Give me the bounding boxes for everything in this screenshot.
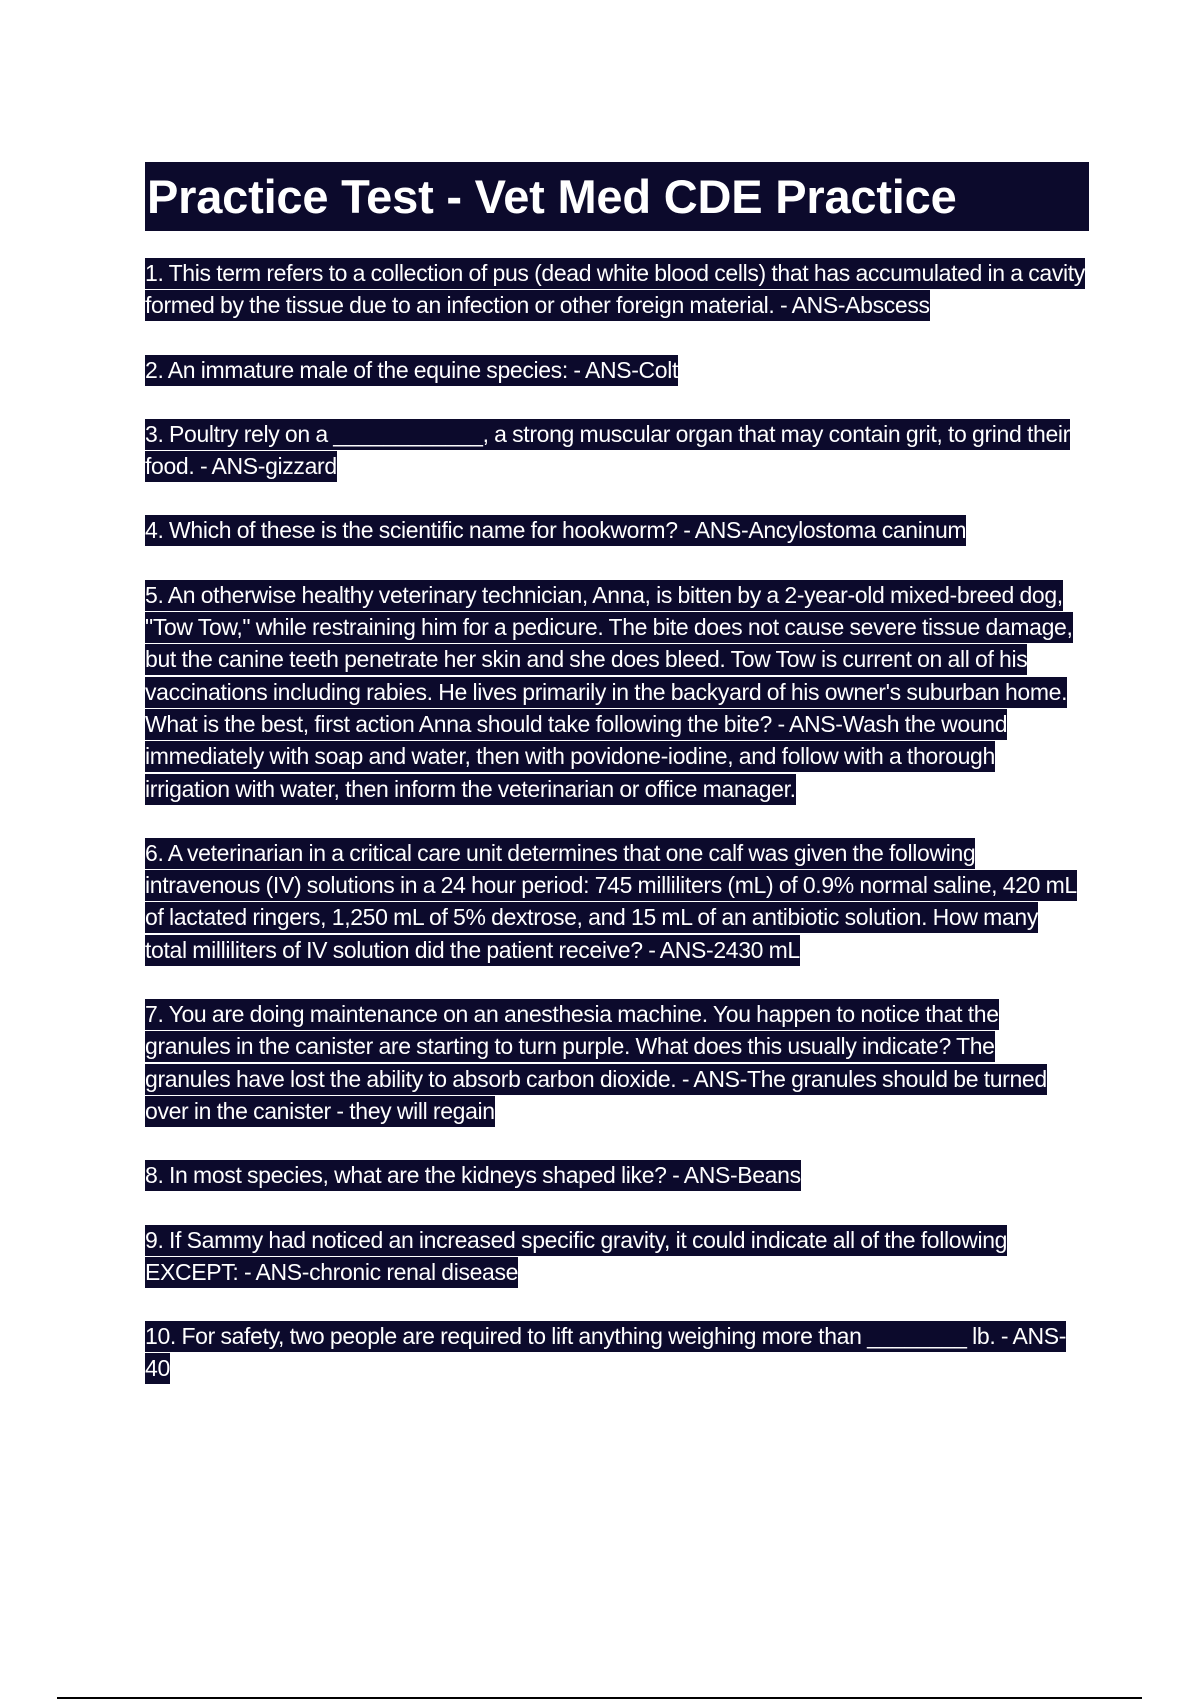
title-bar (145, 162, 1089, 231)
question-text: 8. In most species, what are the kidneys shaped like? - ANS-Beans (145, 1160, 801, 1191)
question-text: 5. An otherwise healthy veterinary technician, Anna, is bitten by a 2-year-old mixed-breed dog, "Tow Tow," while restraining him for a pedicure. The bite does not cause severe tissue damage, but the canine teeth penetrate her skin and she does bleed. Tow Tow is current on all of his vaccinations including rabies. He lives primarily in the backyard of his owner's suburban home. What is the best, first action Anna should take following the bite? - ANS-Wash the wound immediately with soap and water, then with povidone-iodine, and follow with a thorough irrigation with water, then inform the veterinarian or office manager. (145, 580, 1073, 805)
question-text: 1. This term refers to a collection of pus (dead white blood cells) that has accumulated in a cavity formed by the tissue due to an infection or other foreign material. - ANS-Abscess (145, 258, 1085, 321)
question-item (145, 998, 1085, 1127)
footer-divider (57, 1697, 1142, 1699)
question-list (145, 257, 1085, 1417)
question-item (145, 1224, 1085, 1289)
question-item (145, 257, 1085, 322)
question-item (145, 514, 1085, 546)
question-text: 2. An immature male of the equine species: - ANS-Colt (145, 355, 678, 386)
question-item (145, 1320, 1085, 1385)
question-text: 6. A veterinarian in a critical care unit determines that one calf was given the following intravenous (IV) solutions in a 24 hour period: 745 milliliters (mL) of 0.9% normal saline, 420 mL of lactated ringers, 1,250 mL of 5% dextrose, and 15 mL of an antibiotic solution. How many total milliliters of IV solution did the patient receive? - ANS-2430 mL (145, 838, 1077, 966)
question-text: 4. Which of these is the scientific name for hookworm? - ANS-Ancylostoma caninum (145, 515, 966, 546)
question-item (145, 418, 1085, 483)
page-title: Practice Test - Vet Med CDE Practice (147, 170, 957, 223)
question-text: 3. Poultry rely on a ____________, a strong muscular organ that may contain grit, to grind their food. - ANS-gizzard (145, 419, 1070, 482)
question-item (145, 1159, 1085, 1191)
question-text: 9. If Sammy had noticed an increased specific gravity, it could indicate all of the following EXCEPT: - ANS-chronic renal disease (145, 1225, 1007, 1288)
question-text: 10. For safety, two people are required to lift anything weighing more than ________ lb. - ANS-40 (145, 1321, 1066, 1384)
question-text: 7. You are doing maintenance on an anesthesia machine. You happen to notice that the granules in the canister are starting to turn purple. What does this usually indicate? The granules have lost the ability to absorb carbon dioxide. - ANS-The granules should be turned over in the canister - they will regain (145, 999, 1047, 1127)
question-item (145, 354, 1085, 386)
question-item (145, 837, 1085, 966)
question-item (145, 579, 1085, 805)
